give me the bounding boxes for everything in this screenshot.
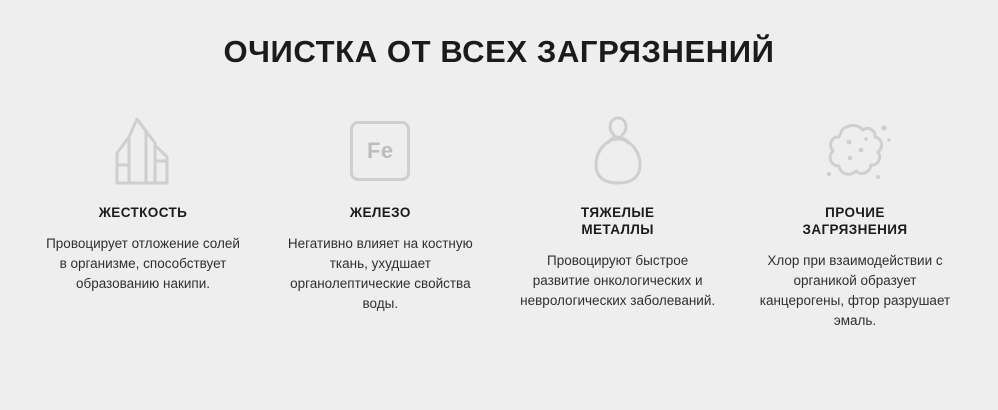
feature-text: Хлор при взаимодействии с органикой образует канцерогены, фтор разрушает эмаль.: [759, 253, 951, 328]
fe-badge-label: Fe: [350, 121, 410, 181]
feature-text: Провоцирует отложение солей в организме, способствует образованию накипи.: [46, 236, 240, 291]
feature-title-line: МЕТАЛЛЫ: [581, 222, 654, 237]
feature-item-heavy-metals: [509, 112, 727, 311]
feature-title: [802, 204, 907, 238]
feature-title: ЖЕЛЕЗО: [349, 205, 411, 220]
feature-title: ЖЕСТКОСТЬ: [98, 205, 188, 220]
feature-item-other: [746, 112, 964, 331]
iron-fe-icon: [350, 112, 410, 190]
page-title: ОЧИСТКА ОТ ВСЕХ ЗАГРЯЗНЕНИЙ: [223, 34, 775, 69]
crystals-icon: [107, 112, 179, 190]
feature-title-line: ТЯЖЕЛЫЕ: [580, 205, 655, 220]
feature-list: [34, 112, 964, 331]
feature-text: Негативно влияет на костную ткань, ухудшает органолептические свойства воды.: [287, 236, 473, 311]
feature-title-line: ЗАГРЯЗНЕНИЯ: [802, 222, 908, 237]
splash-blob-icon: [816, 112, 894, 190]
feature-item-hardness: [34, 112, 252, 294]
kettlebell-icon: [586, 112, 650, 190]
feature-text: Провоцируют быстрое развитие онкологических и неврологических заболеваний.: [520, 253, 716, 308]
feature-item-iron: [271, 112, 489, 314]
feature-title: [581, 204, 654, 238]
feature-title-line: ПРОЧИЕ: [825, 205, 885, 220]
